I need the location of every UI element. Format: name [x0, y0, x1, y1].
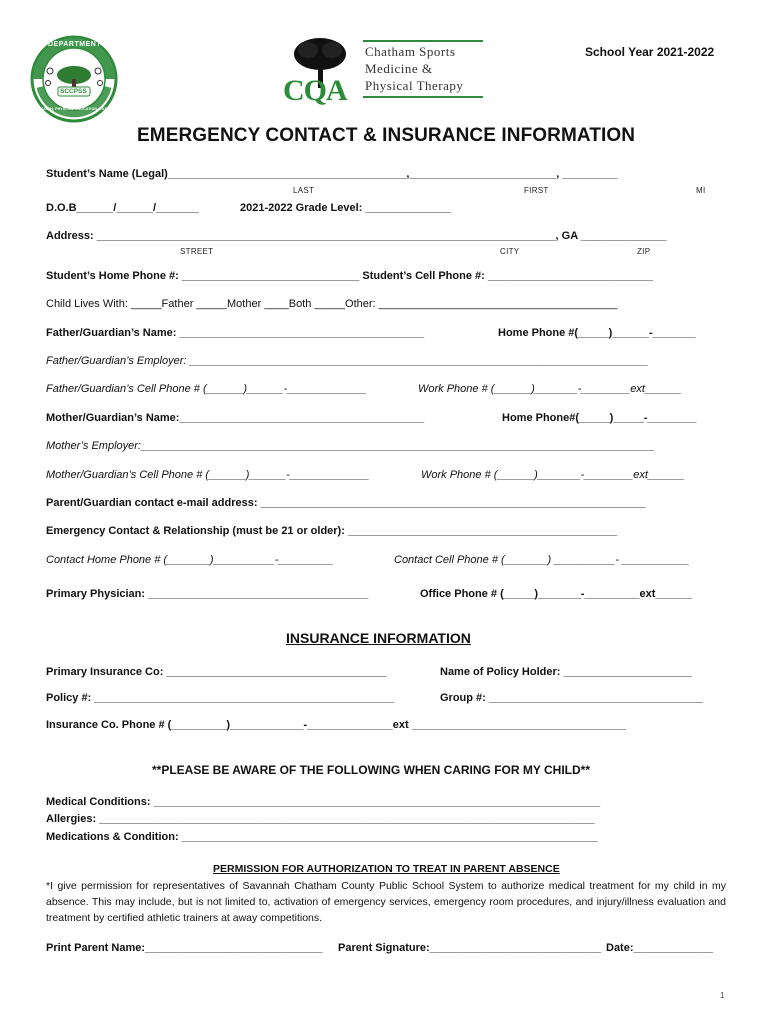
mother-work-phone-field[interactable]: Work Phone # (______)_______-________ext______: [421, 469, 685, 481]
group-number-field[interactable]: Group #: ___________________________________: [440, 692, 704, 704]
emergency-contact-field[interactable]: Emergency Contact & Relationship (must be 21 or older): ____________________________________________: [46, 525, 618, 537]
address-field[interactable]: Address: ___________________________________________________________________________, GA ______________: [46, 230, 667, 242]
print-parent-name-field[interactable]: Print Parent Name:_____________________________: [46, 942, 323, 954]
mother-home-phone-field[interactable]: Home Phone#(_____)_____-________: [502, 412, 697, 424]
brand-line-1: Chatham Sports: [365, 44, 456, 59]
cqa-brand-logo: [280, 34, 490, 107]
student-name-field[interactable]: Student’s Name (Legal)_______________________________________,________________________, _________: [46, 168, 618, 180]
medical-conditions-field[interactable]: Medical Conditions: _________________________________________________________________________: [46, 796, 601, 808]
label-mi: MI: [696, 186, 706, 195]
brand-top-rule: [363, 40, 483, 42]
parent-email-field[interactable]: Parent/Guardian contact e-mail address: _______________________________________________________________: [46, 497, 646, 509]
permission-text: *I give permission for representatives of Savannah Chatham County Public School System to authorize medical treatment for my child in my absence. This may include, but is not limited to, activation of emergency services, emergency room procedures, and injury/illness evaluation and treatment by certified athletic trainers at away competitions.: [46, 880, 726, 924]
mother-name-field[interactable]: Mother/Guardian’s Name:________________________________________: [46, 412, 425, 424]
medical-heading: **PLEASE BE AWARE OF THE FOLLOWING WHEN CARING FOR MY CHILD**: [152, 763, 591, 777]
father-cell-phone-field[interactable]: Father/Guardian’s Cell Phone # (______)______-_____________: [46, 383, 367, 395]
seal-bottom-text: HEALTH, PHYSICAL EDUCATION & ATHLETICS: [38, 107, 123, 111]
seal-center-text: SCCPSS: [60, 88, 87, 95]
contact-cell-phone-field[interactable]: Contact Cell Phone # (_______) __________- ___________: [394, 554, 690, 566]
label-city: CITY: [500, 247, 520, 256]
office-phone-field[interactable]: Office Phone # (_____)_______-_________ext______: [420, 588, 693, 600]
cqa-letters: CQA: [283, 74, 347, 107]
child-lives-with-field[interactable]: Child Lives With: _____Father _____Mother ____Both _____Other: _______________________________________: [46, 298, 618, 310]
father-name-field[interactable]: Father/Guardian’s Name: ________________________________________: [46, 327, 425, 339]
department-seal-logo: [30, 35, 123, 123]
mother-employer-field[interactable]: Mother’s Employer:____________________________________________________________________________________: [46, 440, 655, 452]
page-title: EMERGENCY CONTACT & INSURANCE INFORMATION: [137, 125, 636, 146]
label-zip: ZIP: [637, 247, 651, 256]
label-last: LAST: [293, 186, 315, 195]
school-year: School Year 2021-2022: [585, 45, 715, 59]
medications-field[interactable]: Medications & Condition: ____________________________________________________________________: [46, 831, 598, 843]
permission-heading: PERMISSION FOR AUTHORIZATION TO TREAT IN PARENT ABSENCE: [213, 863, 560, 875]
contact-home-phone-field[interactable]: Contact Home Phone # (_______)__________-_________: [46, 554, 334, 566]
seal-top-text: DEPARTMENT OF: [48, 41, 115, 48]
mother-cell-phone-field[interactable]: Mother/Guardian’s Cell Phone # (______)______-_____________: [46, 469, 370, 481]
parent-signature-field[interactable]: Parent Signature:____________________________: [338, 942, 601, 954]
primary-physician-field[interactable]: Primary Physician: ____________________________________: [46, 588, 369, 600]
insurance-phone-field[interactable]: Insurance Co. Phone # (_________)____________-______________ext ___________________________________: [46, 719, 626, 731]
policy-number-field[interactable]: Policy #: _________________________________________________: [46, 692, 395, 704]
policy-holder-field[interactable]: Name of Policy Holder: _____________________: [440, 666, 692, 678]
brand-line-2: Medicine &: [365, 61, 433, 76]
father-employer-field[interactable]: Father/Guardian’s Employer: ___________________________________________________________________________: [46, 355, 649, 367]
father-home-phone-field[interactable]: Home Phone #(_____)______-_______: [498, 327, 696, 339]
grade-level-field[interactable]: 2021-2022 Grade Level: ______________: [240, 202, 452, 214]
insurance-heading: INSURANCE INFORMATION: [286, 630, 471, 646]
label-street: STREET: [180, 247, 214, 256]
insurance-company-field[interactable]: Primary Insurance Co: ____________________________________: [46, 666, 387, 678]
allergies-field[interactable]: Allergies: _________________________________________________________________________________: [46, 813, 595, 825]
page-number: 1: [720, 991, 725, 1000]
student-phones-field[interactable]: Student’s Home Phone #: _____________________________ Student’s Cell Phone #: ___________________________: [46, 270, 654, 282]
label-first: FIRST: [524, 186, 549, 195]
dob-field[interactable]: D.O.B______/______/_______: [46, 202, 199, 214]
father-work-phone-field[interactable]: Work Phone # (______)_______-________ext______: [418, 383, 682, 395]
brand-bottom-rule: [363, 96, 483, 98]
date-field[interactable]: Date:_____________: [606, 942, 714, 954]
brand-line-3: Physical Therapy: [365, 78, 464, 93]
